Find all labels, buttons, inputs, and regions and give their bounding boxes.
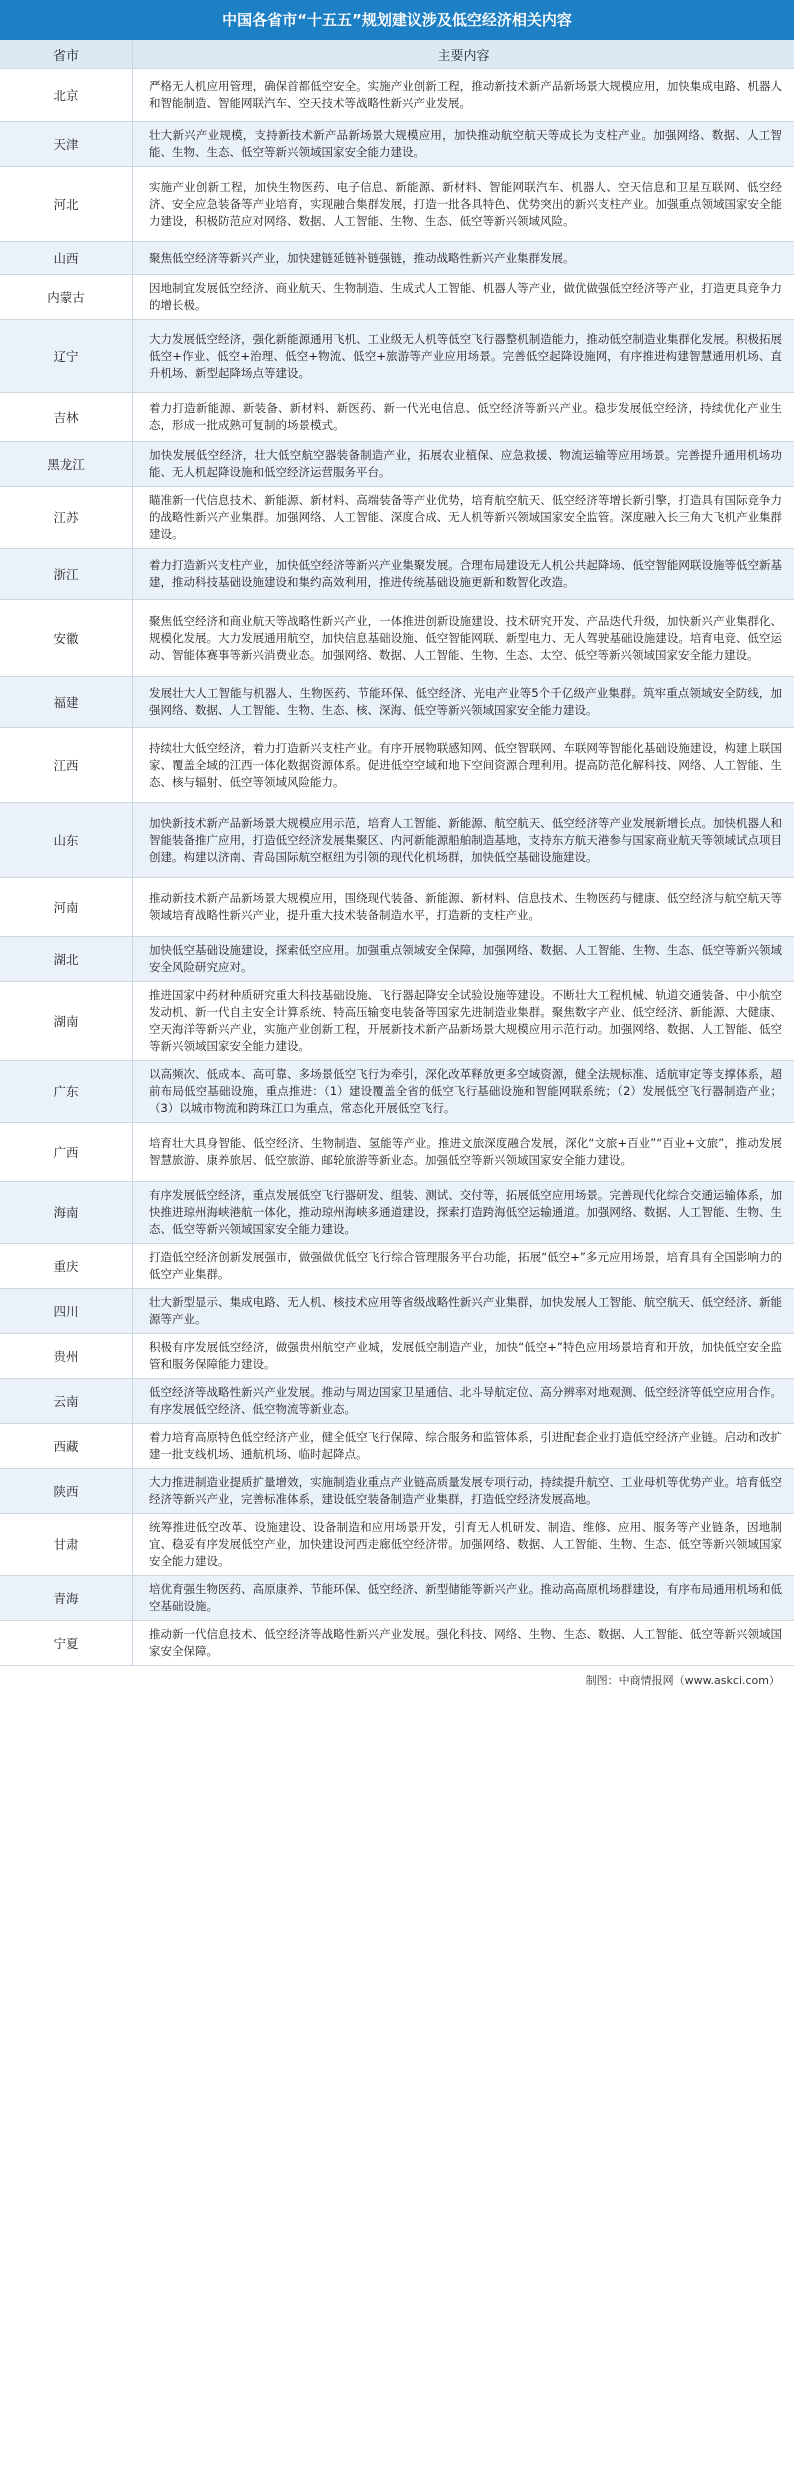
province-cell: 江苏 — [0, 487, 133, 548]
province-cell: 内蒙古 — [0, 275, 133, 319]
content-cell: 培优育强生物医药、高原康养、节能环保、低空经济、新型储能等新兴产业。推动高高原机场群建设，有序布局通用机场和低空基础设施。 — [149, 1582, 782, 1613]
table-row — [0, 392, 794, 441]
province-cell: 北京 — [0, 69, 133, 121]
content-cell: 积极有序发展低空经济，做强贵州航空产业城，发展低空制造产业，加快“低空+”特色应用场景培育和开放，加快低空安全监管和服务保障能力建设。 — [149, 1340, 782, 1371]
table-row — [0, 548, 794, 599]
province-cell: 贵州 — [0, 1334, 133, 1378]
column-header-content: 主要内容 — [437, 48, 490, 64]
province-cell: 福建 — [0, 677, 133, 727]
content-cell: 有序发展低空经济，重点发展低空飞行器研发、组装、测试、交付等，拓展低空应用场景。完善现代化综合交通运输体系，加快推进琼州海峡港航一体化，推动琼州海峡多通道建设，探索打造跨海低空运输通道。加强网络、数据、人工智能、生物、生态、低空等新兴领域国家安全能力建设。 — [149, 1188, 782, 1236]
table-row — [0, 486, 794, 548]
content-cell: 以高频次、低成本、高可靠、多场景低空飞行为牵引，深化改革释放更多空域资源，健全法规标准、适航审定等支撑体系，超前布局低空基础设施，重点推进：（1）建设覆盖全省的低空飞行基础设施和智能网联系统；（2）发展低空飞行器制造产业；（3）以城市物流和跨珠江口为重点，常态化开展低空飞行。 — [149, 1067, 782, 1115]
province-cell: 黑龙江 — [0, 442, 133, 486]
table-row — [0, 936, 794, 981]
table-title: 中国各省市“十五五”规划建议涉及低空经济相关内容 — [0, 0, 794, 40]
table-row — [0, 877, 794, 936]
table-row — [0, 1060, 794, 1122]
province-cell: 安徽 — [0, 600, 133, 676]
table-row — [0, 1575, 794, 1620]
table-row — [0, 802, 794, 877]
content-cell: 严格无人机应用管理，确保首都低空安全。实施产业创新工程，推动新技术新产品新场景大规模应用，加快集成电路、机器人和智能制造、智能网联汽车、空天技术等战略性新兴产业发展。 — [149, 79, 782, 110]
table-row — [0, 1243, 794, 1288]
table-row — [0, 121, 794, 166]
table-row — [0, 727, 794, 802]
table-row — [0, 1620, 794, 1665]
province-cell: 天津 — [0, 122, 133, 166]
content-cell: 培育壮大具身智能、低空经济、生物制造、氢能等产业。推进文旅深度融合发展，深化“文旅+百业”“百业+文旅”，推动发展智慧旅游、康养旅居、低空旅游、邮轮旅游等新业态。加强低空等新兴领域国家安全能力建设。 — [149, 1136, 782, 1167]
content-cell: 实施产业创新工程，加快生物医药、电子信息、新能源、新材料、智能网联汽车、机器人、空天信息和卫星互联网、低空经济、安全应急装备等产业培育，实现融合集群发展，打造一批各具特色、优势突出的新兴支柱产业。加强重点领域国家安全能力建设，积极防范应对网络、数据、人工智能、生物、生态、低空等新兴领域风险。 — [149, 179, 782, 228]
content-cell: 聚焦低空经济等新兴产业，加快建链延链补链强链，推动战略性新兴产业集群发展。 — [149, 250, 575, 265]
table-header — [0, 40, 794, 68]
content-cell: 持续壮大低空经济，着力打造新兴支柱产业。有序开展物联感知网、低空智联网、车联网等智能化基础设施建设，构建上联国家、覆盖全域的江西一体化数据资源体系。促进低空空域和地下空间资源合理利用。提高防范化解科技、网络、人工智能、生态、核与辐射、低空等领域风险能力。 — [149, 740, 782, 789]
table-row — [0, 241, 794, 274]
content-cell: 推动新技术新产品新场景大规模应用，围绕现代装备、新能源、新材料、信息技术、生物医药与健康、低空经济与航空航天等领域培育战略性新兴产业，提升重大技术装备制造水平，打造新的支柱产业。 — [149, 891, 782, 922]
content-cell: 加快发展低空经济，壮大低空航空器装备制造产业，拓展农业植保、应急救援、物流运输等应用场景。完善提升通用机场功能、无人机起降设施和低空经济运营服务平台。 — [149, 448, 782, 479]
province-cell: 青海 — [0, 1576, 133, 1620]
content-cell: 推动新一代信息技术、低空经济等战略性新兴产业发展。强化科技、网络、生物、生态、数据、人工智能、低空等新兴领域国家安全保障。 — [149, 1627, 782, 1658]
table-row — [0, 1122, 794, 1181]
table-row — [0, 1181, 794, 1243]
province-cell: 甘肃 — [0, 1514, 133, 1575]
province-cell: 陕西 — [0, 1469, 133, 1513]
content-cell: 大力推进制造业提质扩量增效，实施制造业重点产业链高质量发展专项行动，持续提升航空、工业母机等优势产业。培育低空经济等新兴产业，完善标准体系，建设低空装备制造产业集群，打造低空经济发展高地。 — [149, 1475, 782, 1506]
province-cell: 山西 — [0, 242, 133, 274]
province-cell: 广西 — [0, 1123, 133, 1181]
table-row — [0, 1513, 794, 1575]
content-cell: 因地制宜发展低空经济、商业航天、生物制造、生成式人工智能、机器人等产业，做优做强低空经济等产业，打造更具竞争力的增长极。 — [149, 281, 782, 312]
content-cell: 着力培育高原特色低空经济产业，健全低空飞行保障、综合服务和监管体系，引进配套企业打造低空经济产业链。启动和改扩建一批支线机场、通航机场、临时起降点。 — [149, 1430, 782, 1461]
table-row — [0, 1288, 794, 1333]
table-row — [0, 676, 794, 727]
province-cell: 浙江 — [0, 549, 133, 599]
province-cell: 云南 — [0, 1379, 133, 1423]
table-row — [0, 981, 794, 1060]
content-cell: 统筹推进低空改革、设施建设、设备制造和应用场景开发，引育无人机研发、制造、维修、应用、服务等产业链条，因地制宜、稳妥有序发展低空产业，加快建设河西走廊低空经济带。加强网络、数据、人工智能、生物、生态、低空等新兴领域国家安全能力建设。 — [149, 1520, 782, 1568]
content-cell: 壮大新兴产业规模，支持新技术新产品新场景大规模应用，加快推动航空航天等成长为支柱产业。加强网络、数据、人工智能、生物、生态、低空等新兴领域国家安全能力建设。 — [149, 128, 782, 159]
content-cell: 发展壮大人工智能与机器人、生物医药、节能环保、低空经济、光电产业等5个千亿级产业集群。筑牢重点领域安全防线，加强网络、数据、人工智能、生物、生态、核、深海、低空等新兴领域国家安全能力建设。 — [149, 686, 782, 717]
content-cell: 推进国家中药材种质研究重大科技基础设施、飞行器起降安全试验设施等建设。不断壮大工程机械、轨道交通装备、中小航空发动机、新一代自主安全计算系统、特高压输变电装备等国家先进制造业集群。聚焦数字产业、低空经济、新能源、大健康、空天海洋等新兴产业，实施产业创新工程，开展新技术新产品新场景大规模应用示范行动。加强网络、数据、人工智能、低空等新兴领域国家安全能力建设。 — [149, 988, 782, 1053]
province-cell: 湖北 — [0, 937, 133, 981]
content-cell: 打造低空经济创新发展强市，做强做优低空飞行综合管理服务平台功能，拓展“低空+”多元应用场景，培育具有全国影响力的低空产业集群。 — [149, 1250, 782, 1281]
province-cell: 广东 — [0, 1061, 133, 1122]
table-row — [0, 166, 794, 241]
content-cell: 壮大新型显示、集成电路、无人机、核技术应用等省级战略性新兴产业集群，加快发展人工智能、航空航天、低空经济、新能源等产业。 — [149, 1295, 782, 1326]
province-cell: 江西 — [0, 728, 133, 802]
province-cell: 湖南 — [0, 982, 133, 1060]
content-cell: 加快新技术新产品新场景大规模应用示范，培育人工智能、新能源、航空航天、低空经济等产业发展新增长点。加快机器人和智能装备推广应用，打造低空经济发展集聚区、内河新能源船舶制造基地，支持东方航天港参与国家商业航天等领域试点项目创建。构建以济南、青岛国际航空枢纽为引领的现代化机场群，加快低空基础设施建设。 — [149, 815, 782, 864]
table-body — [0, 68, 794, 1665]
province-cell: 宁夏 — [0, 1621, 133, 1665]
table-row — [0, 68, 794, 121]
table-row — [0, 441, 794, 486]
source-footer: 制图：中商情报网（www.askci.com） — [0, 1665, 794, 1694]
content-cell: 着力打造新能源、新装备、新材料、新医药、新一代光电信息、低空经济等新兴产业。稳步发展低空经济，持续优化产业生态，形成一批成熟可复制的场景模式。 — [149, 401, 782, 432]
table-row — [0, 1333, 794, 1378]
province-cell: 西藏 — [0, 1424, 133, 1468]
content-cell: 瞄准新一代信息技术、新能源、新材料、高端装备等产业优势，培育航空航天、低空经济等增长新引擎，打造具有国际竞争力的战略性新兴产业集群。加强网络、人工智能、深度合成、无人机等新兴领域国家安全监管。深度融入长三角大飞机产业集群建设。 — [149, 493, 782, 541]
table-row — [0, 274, 794, 319]
table-row — [0, 319, 794, 392]
table-row — [0, 1468, 794, 1513]
content-cell: 低空经济等战略性新兴产业发展。推动与周边国家卫星通信、北斗导航定位、高分辨率对地观测、低空经济等低空应用合作。有序发展低空经济、低空物流等新业态。 — [149, 1385, 782, 1416]
province-cell: 吉林 — [0, 393, 133, 441]
table-row — [0, 1378, 794, 1423]
column-header-province: 省市 — [0, 40, 133, 68]
province-cell: 山东 — [0, 803, 133, 877]
table-row — [0, 599, 794, 676]
content-cell: 大力发展低空经济，强化新能源通用飞机、工业级无人机等低空飞行器整机制造能力，推动低空制造业集群化发展。积极拓展低空+作业、低空+治理、低空+物流、低空+旅游等产业应用场景。完善低空起降设施网，有序推进构建智慧通用机场、直升机场、新型起降场点等建设。 — [149, 331, 782, 380]
province-cell: 四川 — [0, 1289, 133, 1333]
content-cell: 加快低空基础设施建设，探索低空应用。加强重点领域安全保障，加强网络、数据、人工智能、生物、生态、低空等新兴领域安全风险研究应对。 — [149, 943, 782, 974]
content-cell: 着力打造新兴支柱产业，加快低空经济等新兴产业集聚发展。合理布局建设无人机公共起降场、低空智能网联设施等低空新基建，推动科技基础设施建设和集约高效利用，推进传统基础设施更新和数智化改造。 — [149, 558, 782, 589]
province-cell: 海南 — [0, 1182, 133, 1243]
province-cell: 辽宁 — [0, 320, 133, 392]
table-row — [0, 1423, 794, 1468]
province-cell: 重庆 — [0, 1244, 133, 1288]
province-cell: 河北 — [0, 167, 133, 241]
content-cell: 聚焦低空经济和商业航天等战略性新兴产业，一体推进创新设施建设、技术研究开发、产品迭代升级，加快新兴产业集群化、规模化发展。大力发展通用航空，加快信息基础设施、低空智能网联、新型电力、无人驾驶基础设施建设。培育电竞、低空运动、智能体赛事等新兴消费业态。加强网络、数据、人工智能、生物、生态、太空、低空等新兴领域国家安全能力建设。 — [149, 613, 782, 662]
province-cell: 河南 — [0, 878, 133, 936]
